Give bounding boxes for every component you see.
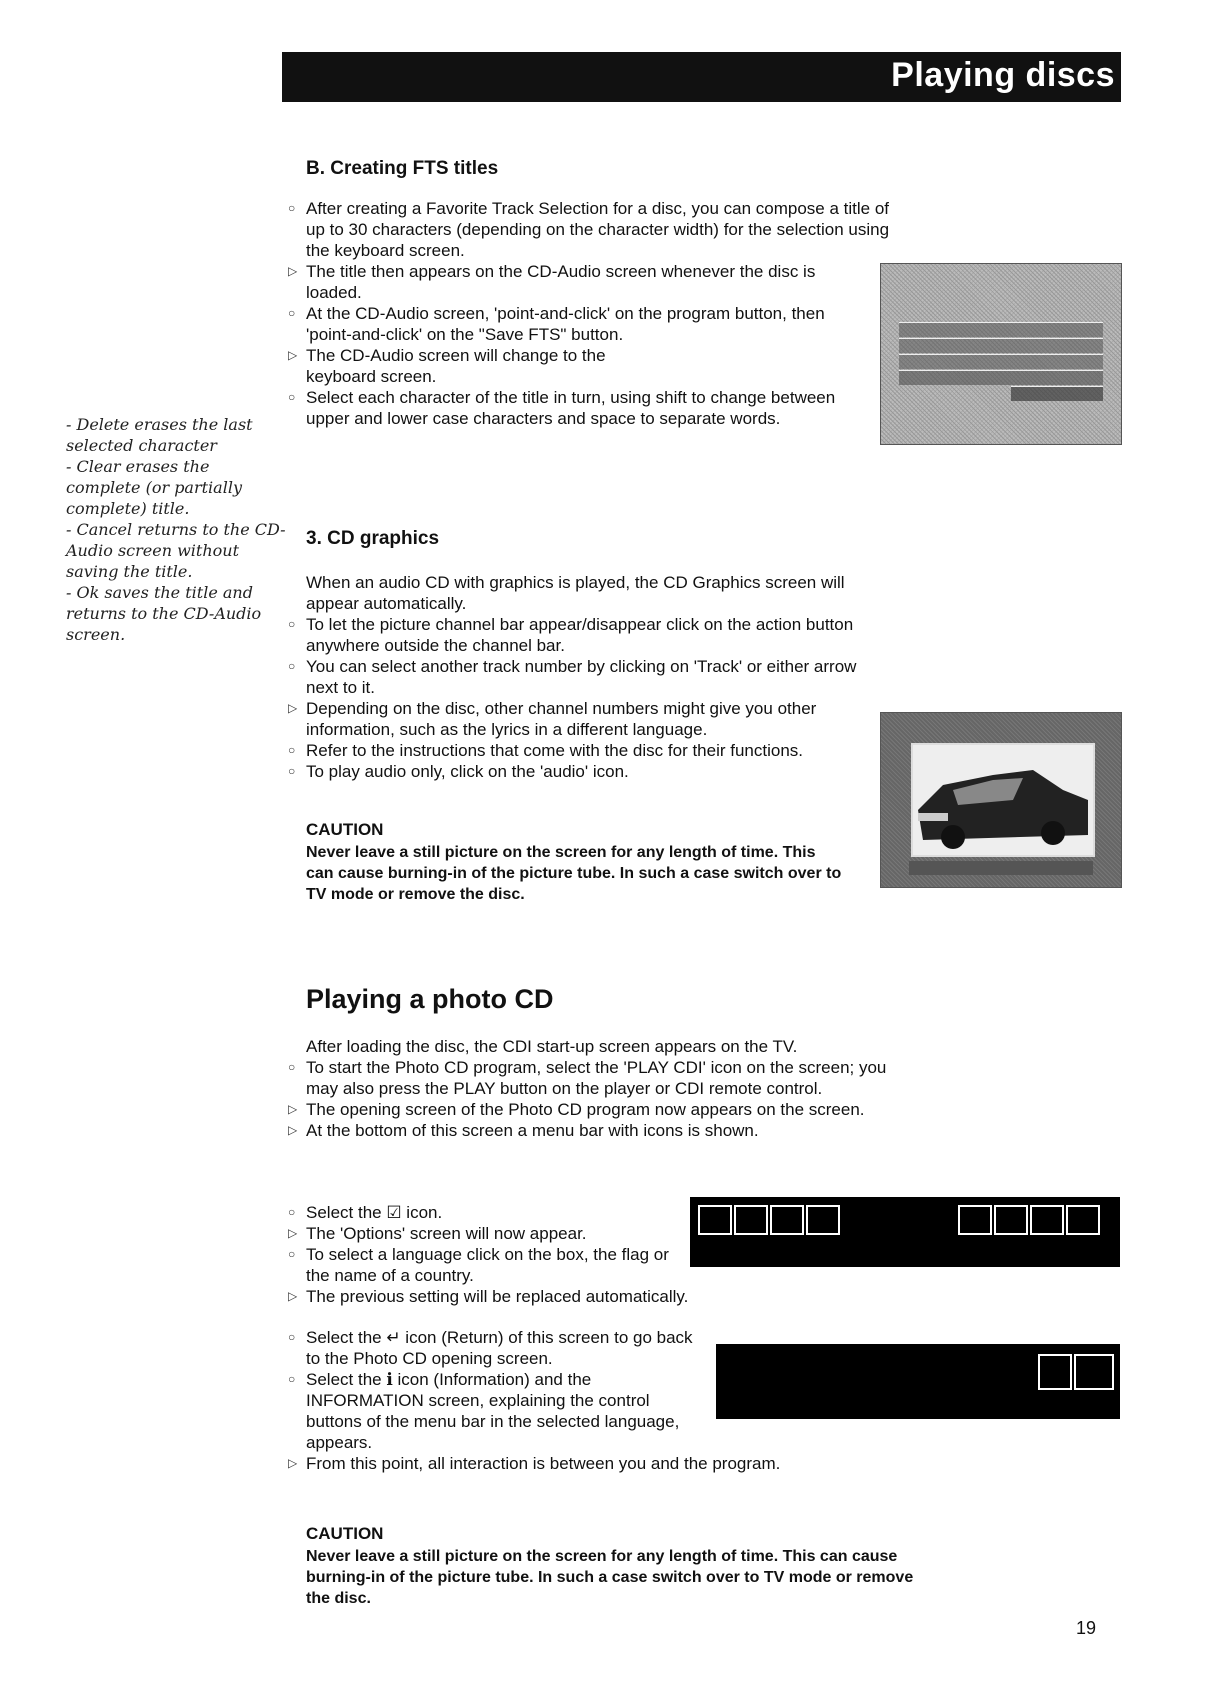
keyboard-screen-image <box>880 263 1122 445</box>
caution-text: Never leave a still picture on the screen for any length of time. This can cause burning-in of the picture tube. In such a case switch over to TV mode or remove the disc. <box>306 844 842 903</box>
list-item: ▷ At the bottom of this screen a menu bar with icons is shown. <box>288 1121 759 1140</box>
arrow-icon: ▷ <box>288 1289 298 1303</box>
keyboard-row <box>899 338 1103 353</box>
bullet-icon: ○ <box>288 1372 296 1386</box>
bullet-icon: ○ <box>288 659 296 673</box>
fts-heading: B. Creating FTS titles <box>306 158 499 179</box>
photo-list-1 <box>288 1057 888 1141</box>
caution-title: CAUTION <box>306 820 384 839</box>
side-notes <box>66 414 286 645</box>
options-check-icon <box>994 1205 1028 1235</box>
bullet-icon: ○ <box>288 306 296 320</box>
list-item: ▷ The CD-Audio screen will change to the keyboard screen. <box>288 346 606 386</box>
list-item: ▷ The opening screen of the Photo CD program now appears on the screen. <box>288 1100 865 1119</box>
arrow-icon: ▷ <box>288 348 298 362</box>
folder-icon <box>958 1205 992 1235</box>
info-icon <box>1038 1354 1072 1390</box>
side-note: - Cancel returns to the CD-Audio screen without saving the title. <box>66 520 286 581</box>
bullet-icon: ○ <box>288 1205 296 1219</box>
arrow-icon: ▷ <box>288 1456 298 1470</box>
information-menubar-image <box>716 1344 1120 1419</box>
list-item: ▷ The title then appears on the CD-Audio screen whenever the disc is loaded. <box>288 262 816 302</box>
photo-intro: After loading the disc, the CDI start-up screen appears on the TV. <box>306 1037 798 1056</box>
caution-title: CAUTION <box>306 1524 384 1543</box>
bullet-icon: ○ <box>288 390 296 404</box>
header-title: Playing discs <box>891 56 1115 94</box>
keyboard-row <box>899 354 1103 369</box>
list-item: ○ To select a language click on the box, the flag or the name of a country. <box>288 1245 669 1285</box>
side-note: - Ok saves the title and returns to the CD-Audio screen. <box>66 583 262 644</box>
arrow-icon: ▷ <box>288 1226 298 1240</box>
arrow-icon: ▷ <box>288 1123 298 1137</box>
car-picture-image <box>880 712 1122 888</box>
list-item: ○ After creating a Favorite Track Selection for a disc, you can compose a title of up to 30 characters (depending on the character width) for the selection using the keyboard screen. <box>288 199 890 260</box>
car-photo <box>911 743 1095 857</box>
list-item: ▷ The 'Options' screen will now appear. <box>288 1224 587 1243</box>
page-number: 19 <box>1076 1618 1097 1638</box>
list-item: ▷ From this point, all interaction is between you and the program. <box>288 1454 781 1473</box>
arrow-icon: ▷ <box>288 701 298 715</box>
grid-view-icon <box>734 1205 768 1235</box>
graphics-list <box>288 614 888 782</box>
list-item: ○ Select the ℹ icon (Information) and the INFORMATION screen, explaining the control buttons of the menu bar in the selected language, appears. <box>288 1370 680 1452</box>
graphics-heading: 3. CD graphics <box>306 528 440 549</box>
list-item: ○ To start the Photo CD program, select the 'PLAY CDI' icon on the screen; you may also press the PLAY button on the player or CDI remote control. <box>288 1058 887 1098</box>
list-item: ▷ Depending on the disc, other channel numbers might give you other information, such as the lyrics in a different language. <box>288 699 817 739</box>
full-view-icon <box>806 1205 840 1235</box>
bullet-icon: ○ <box>288 201 296 215</box>
exit-icon <box>1066 1205 1100 1235</box>
options-menubar-image <box>690 1197 1120 1267</box>
list-item: ▷ The previous setting will be replaced automatically. <box>288 1287 689 1306</box>
bullet-icon: ○ <box>288 764 296 778</box>
list-item: ○ Refer to the instructions that come with the disc for their functions. <box>288 741 804 760</box>
single-view-icon <box>698 1205 732 1235</box>
header-bar <box>282 52 1121 102</box>
graphics-intro: When an audio CD with graphics is played, the CD Graphics screen will appear automatically. <box>306 573 845 613</box>
channel-bar <box>909 861 1093 875</box>
keyboard-row <box>1011 386 1103 401</box>
multi-view-icon <box>770 1205 804 1235</box>
info-icon <box>1030 1205 1064 1235</box>
return-icon <box>1074 1354 1114 1390</box>
bullet-icon: ○ <box>288 1060 296 1074</box>
photo-list-3 <box>288 1327 781 1474</box>
fts-list <box>288 198 903 429</box>
photo-list-2 <box>288 1202 688 1307</box>
list-item: ○ Select the ☑ icon. <box>288 1203 443 1222</box>
list-item: ○ Select the ↵ icon (Return) of this screen to go back to the Photo CD opening screen. <box>288 1328 693 1368</box>
keyboard-row <box>899 370 1103 385</box>
list-item: ○ You can select another track number by clicking on 'Track' or either arrow next to it. <box>288 657 857 697</box>
list-item: ○ Select each character of the title in turn, using shift to change between upper and lower case characters and space to separate words. <box>288 388 836 428</box>
keyboard-row <box>899 322 1103 337</box>
side-note: - Delete erases the last selected character <box>66 415 253 455</box>
side-note: - Clear erases the complete (or partially complete) title. <box>66 457 242 518</box>
list-item: ○ To play audio only, click on the 'audio' icon. <box>288 762 629 781</box>
caution-text: Never leave a still picture on the screen for any length of time. This can cause burning-in of the picture tube. In such a case switch over to TV mode or remove the disc. <box>306 1548 914 1607</box>
list-item: ○ To let the picture channel bar appear/disappear click on the action button anywhere outside the channel bar. <box>288 615 854 655</box>
bullet-icon: ○ <box>288 1247 296 1261</box>
bullet-icon: ○ <box>288 1330 296 1344</box>
photo-heading: Playing a photo CD <box>306 984 554 1014</box>
car-icon <box>913 745 1093 855</box>
arrow-icon: ▷ <box>288 1102 298 1116</box>
bullet-icon: ○ <box>288 743 296 757</box>
bullet-icon: ○ <box>288 617 296 631</box>
list-item: ○ At the CD-Audio screen, 'point-and-click' on the program button, then 'point-and-click' on the "Save FTS" button. <box>288 304 825 344</box>
arrow-icon: ▷ <box>288 264 298 278</box>
